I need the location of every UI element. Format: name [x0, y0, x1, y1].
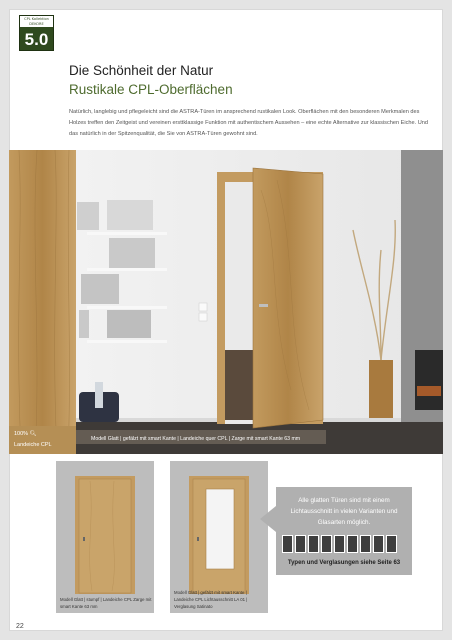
product-card-glass — [170, 461, 268, 613]
glass-type-icon — [295, 535, 306, 553]
glass-type-icon — [373, 535, 384, 553]
badge-line1: CPL Kollektion — [24, 17, 49, 21]
fireplace — [415, 350, 443, 410]
page-title: Die Schönheit der Natur — [69, 63, 214, 78]
zoom-indicator — [14, 431, 37, 437]
collection-badge — [19, 15, 54, 51]
zoom-value: 100% — [14, 431, 29, 437]
product-caption: Modell Glatt | stumpf | Landeiche CPL Zarge mit smart Kante 63 mm — [60, 597, 152, 609]
door-leaf — [253, 168, 323, 428]
glass-type-icon — [321, 535, 332, 553]
glass-type-icon — [308, 535, 319, 553]
glass-type-icon — [360, 535, 371, 553]
intro-text: Natürlich, langlebig und pflegeleicht sind die ASTRA-Türen im ansprechend rustikalen Look. Oberflächen mit den besonderen Merkmalen des Holzes treffen den Zeitgeist und vereinen ersttklassige Funktion mit authentischem Aussehen – eine echte Alternative zur klassischen Eiche. Und das natürlich in der Spitzenqualität, die Sie von ASTRA-Türen gewohnt sind. — [69, 109, 429, 137]
product-caption: Modell Glatt | gefälzt mit smart Kante | Landeiche CPL Lichtausschnitt LA 01 | Verglasung Satinato — [174, 590, 248, 609]
product-card-plain — [56, 461, 154, 613]
page-subtitle: Rustikale CPL-Oberflächen — [69, 82, 233, 97]
hero-illustration — [9, 150, 443, 454]
glass-info-text: Alle glatten Türen sind mit einem Lichtausschnitt in vielen Varianten und Glasarten möglich. — [290, 497, 398, 526]
hero-photo — [9, 150, 443, 454]
page-number: 22 — [16, 623, 24, 630]
glass-type-icon — [282, 535, 293, 553]
door-plain-illustration — [56, 461, 154, 613]
glass-type-icon — [347, 535, 358, 553]
glass-cutout — [206, 489, 234, 569]
glass-type-icons — [282, 535, 406, 555]
glass-reference-link[interactable]: Typen und Verglasungen siehe Seite 63 — [287, 560, 401, 566]
glass-type-icon — [334, 535, 345, 553]
callout-arrow — [260, 506, 276, 532]
glass-info-box — [276, 487, 412, 575]
magnifier-icon: 🔍︎ — [29, 431, 37, 437]
badge-label — [20, 16, 53, 28]
badge-number: 5.0 — [24, 30, 49, 49]
hero-caption: Modell Glatt | gefälzt mit smart Kante | Landeiche quer CPL | Zarge mit smart Kante 63 mm — [91, 436, 301, 442]
vase — [369, 360, 393, 418]
badge-line2: DEKORE — [29, 22, 44, 26]
sample-label: Landeiche CPL — [14, 442, 52, 448]
door-handle — [259, 304, 268, 307]
glass-type-icon — [386, 535, 397, 553]
